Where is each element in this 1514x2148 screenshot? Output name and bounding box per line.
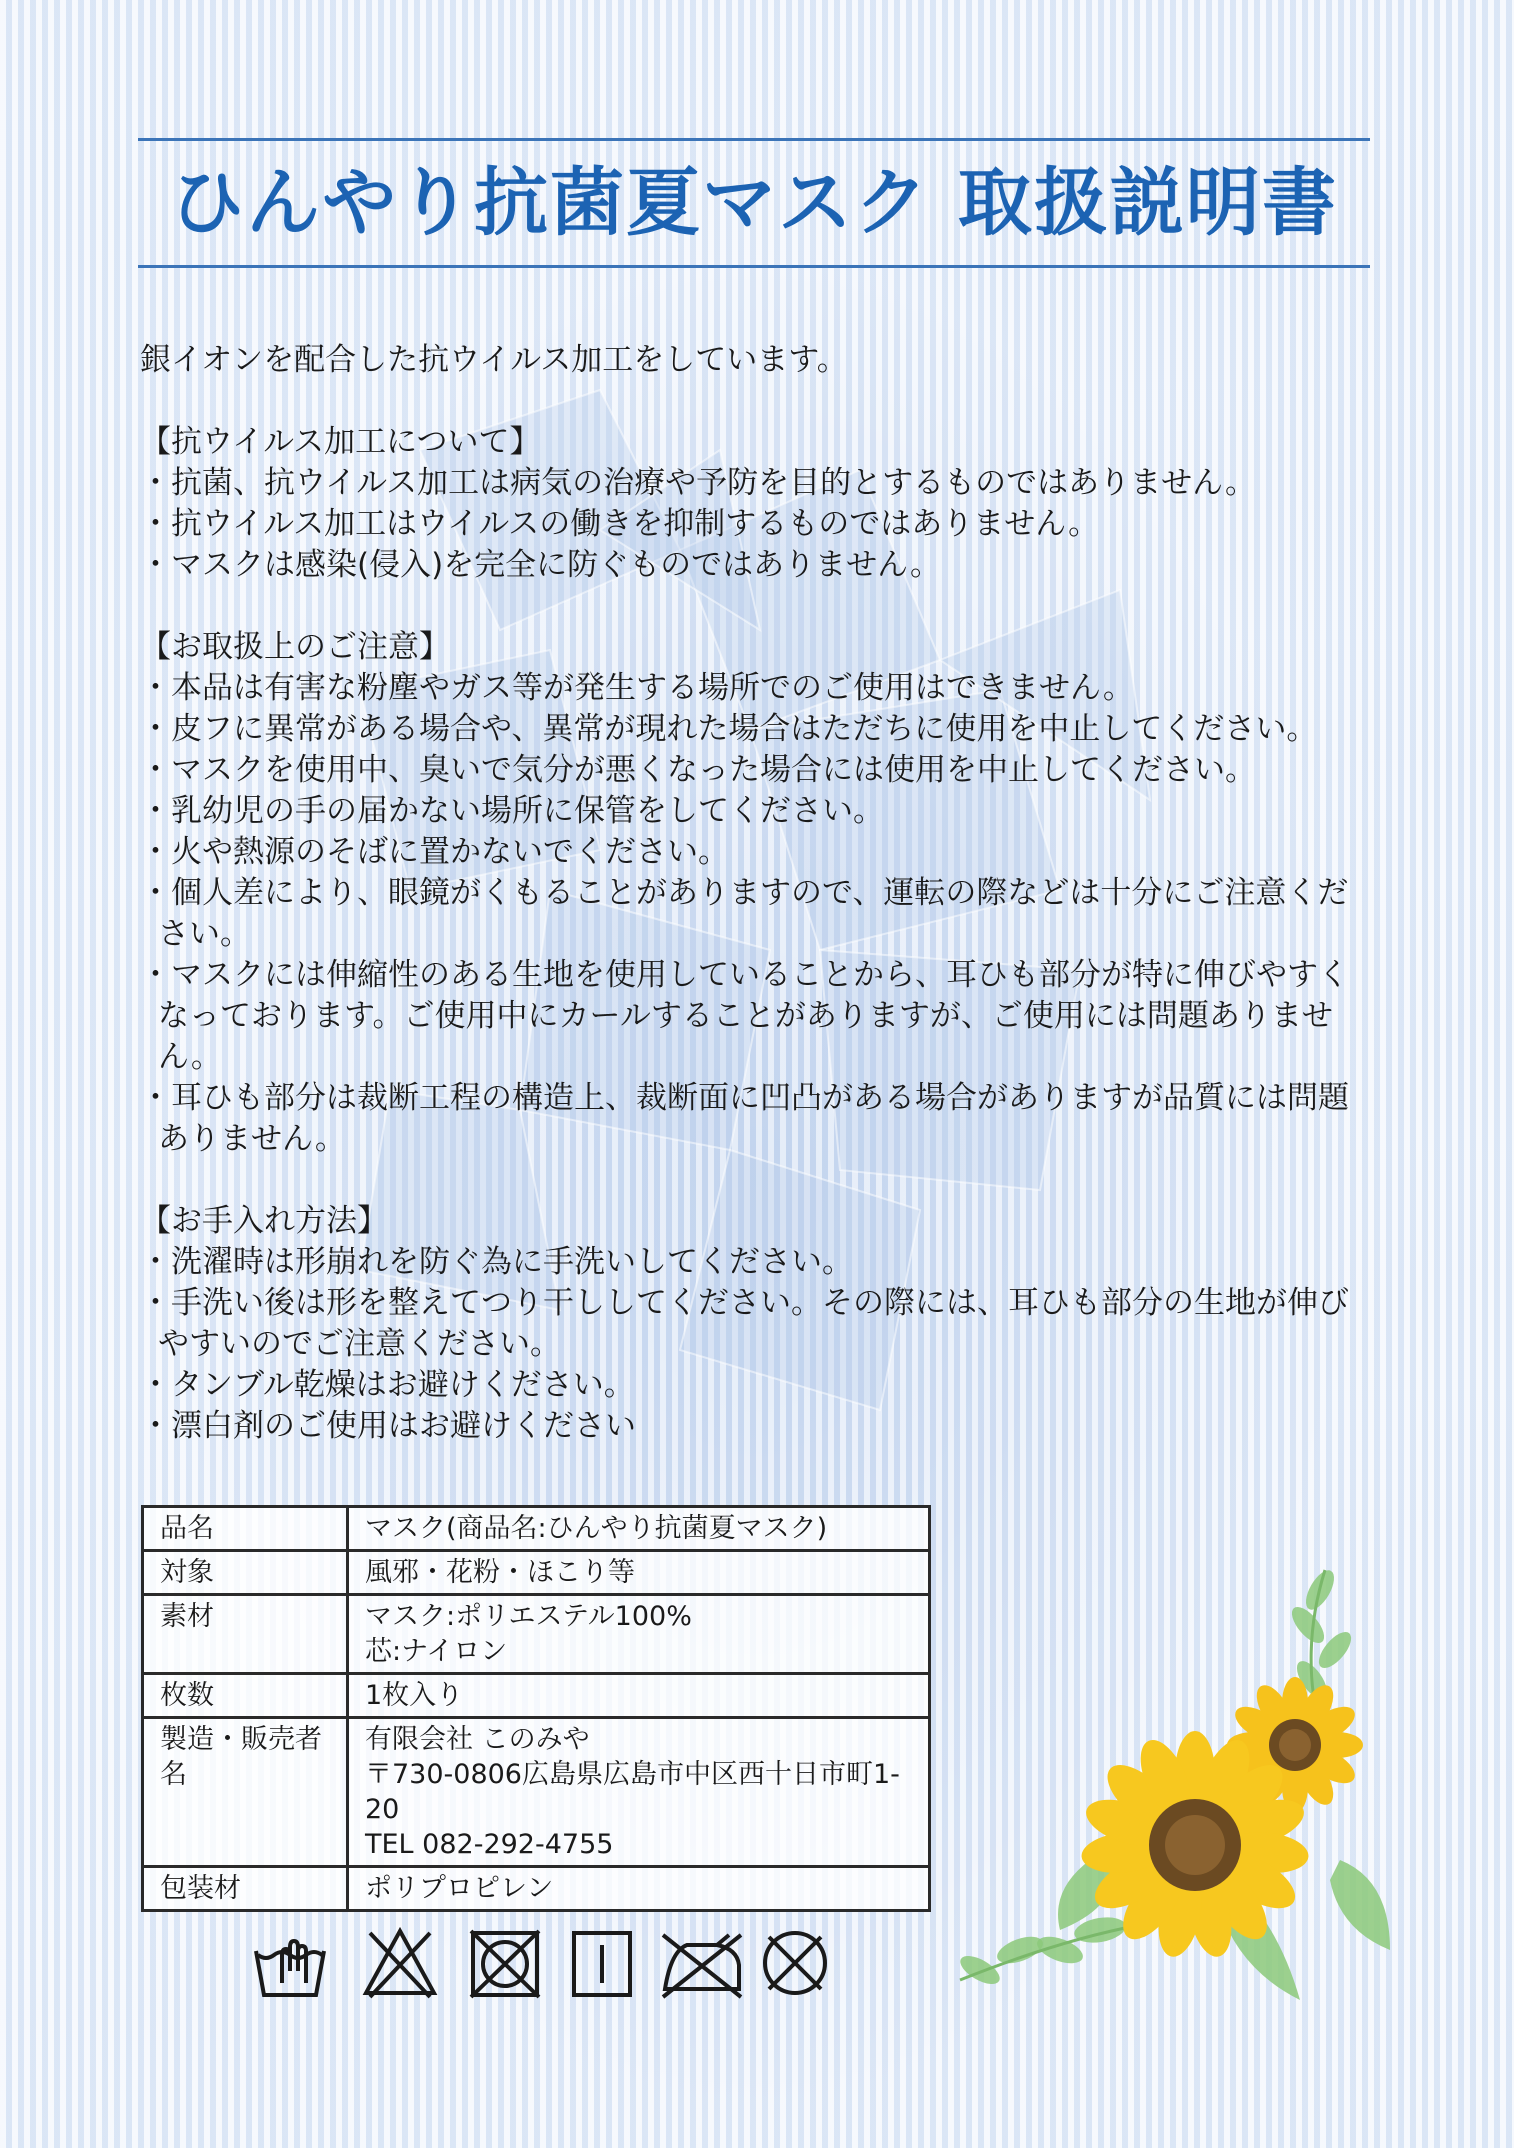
spec-value-line: ポリプロピレン <box>365 1873 554 1904</box>
spec-label: 包装材 <box>143 1867 348 1911</box>
spec-value-line: マスク(商品名:ひんやり抗菌夏マスク) <box>365 1513 828 1544</box>
title-bottom-rule <box>138 265 1370 268</box>
instructions-body <box>140 340 1372 1447</box>
product-spec-table <box>141 1505 931 1912</box>
spec-label: 対象 <box>143 1551 348 1595</box>
table-row <box>143 1507 930 1551</box>
spec-value <box>348 1507 930 1551</box>
list-item: ・手洗い後は形を整えてつり干ししてください。その際には、耳ひも部分の生地が伸びやすいのでご注意ください。 <box>140 1285 1349 1362</box>
list-item: ・洗濯時は形崩れを防ぐ為に手洗いしてください。 <box>140 1244 853 1280</box>
title-block <box>138 138 1370 268</box>
section-heading: 【お手入れ方法】 <box>140 1203 388 1239</box>
table-row <box>143 1551 930 1595</box>
spec-value <box>348 1595 930 1674</box>
line-dry-icon <box>564 1925 640 2001</box>
spec-value-line: 芯:ナイロン <box>365 1636 508 1667</box>
list-item: ・タンブル乾燥はお避けください。 <box>140 1367 635 1403</box>
no-iron-icon <box>657 1925 747 2001</box>
section-handling-cautions <box>140 627 1372 1160</box>
list-item: ・マスクは感染(侵入)を完全に防ぐものではありません。 <box>140 547 942 583</box>
spec-label: 素材 <box>143 1595 348 1674</box>
list-item: ・マスクを使用中、臭いで気分が悪くなった場合には使用を中止してください。 <box>140 752 1256 788</box>
spec-value-line: マスク:ポリエステル100% <box>365 1601 692 1632</box>
table-row <box>143 1674 930 1718</box>
section-care-method <box>140 1201 1372 1447</box>
section-heading: 【抗ウイルス加工について】 <box>140 424 541 460</box>
list-item: ・抗ウイルス加工はウイルスの働きを抑制するものではありません。 <box>140 506 1100 542</box>
table-row <box>143 1718 930 1867</box>
section-antiviral <box>140 422 1372 586</box>
page-title: ひんやり抗菌夏マスク 取扱説明書 <box>170 160 1338 246</box>
spec-label: 枚数 <box>143 1674 348 1718</box>
list-item: ・皮フに異常がある場合や、異常が現れた場合はただちに使用を中止してください。 <box>140 711 1318 747</box>
table-row <box>143 1595 930 1674</box>
list-item: ・火や熱源のそばに置かないでください。 <box>140 834 729 870</box>
intro-text: 銀イオンを配合した抗ウイルス加工をしています。 <box>140 342 848 378</box>
spec-label: 品名 <box>143 1507 348 1551</box>
spec-value <box>348 1674 930 1718</box>
hand-wash-icon <box>252 1925 328 2001</box>
spec-value-line: 1枚入り <box>365 1680 464 1711</box>
table-row <box>143 1867 930 1911</box>
spec-label: 製造・販売者名 <box>143 1718 348 1867</box>
sunflower-illustration <box>940 1530 1400 2010</box>
list-item: ・漂白剤のご使用はお避けください <box>140 1408 636 1444</box>
spec-value <box>348 1551 930 1595</box>
section-heading: 【お取扱上のご注意】 <box>140 629 450 665</box>
no-tumble-dry-icon <box>467 1925 543 2001</box>
spec-value-line: 〒730-0806広島県広島市中区西十日市町1-20 <box>365 1759 900 1825</box>
list-item: ・本品は有害な粉塵やガス等が発生する場所でのご使用はできません。 <box>140 670 1134 706</box>
list-item: ・抗菌、抗ウイルス加工は病気の治療や予防を目的とするものではありません。 <box>140 465 1256 501</box>
no-dry-clean-icon <box>757 1925 833 2001</box>
spec-value-line: TEL 082-292-4755 <box>365 1829 614 1860</box>
spec-value <box>348 1718 930 1867</box>
list-item: ・耳ひも部分は裁断工程の構造上、裁断面に凹凸がある場合がありますが品質には問題ありません。 <box>140 1080 1349 1157</box>
spec-value-line: 風邪・花粉・ほこり等 <box>365 1557 635 1588</box>
list-item: ・個人差により、眼鏡がくもることがありますので、運転の際などは十分にご注意ください。 <box>140 875 1349 952</box>
list-item: ・マスクには伸縮性のある生地を使用していることから、耳ひも部分が特に伸びやすくなっております。ご使用中にカールすることがありますが、ご使用には問題ありません。 <box>140 957 1349 1075</box>
list-item: ・乳幼児の手の届かない場所に保管をしてください。 <box>140 793 884 829</box>
no-bleach-icon <box>362 1925 438 2001</box>
spec-value-line: 有限会社 このみや <box>365 1724 590 1755</box>
spec-value <box>348 1867 930 1911</box>
